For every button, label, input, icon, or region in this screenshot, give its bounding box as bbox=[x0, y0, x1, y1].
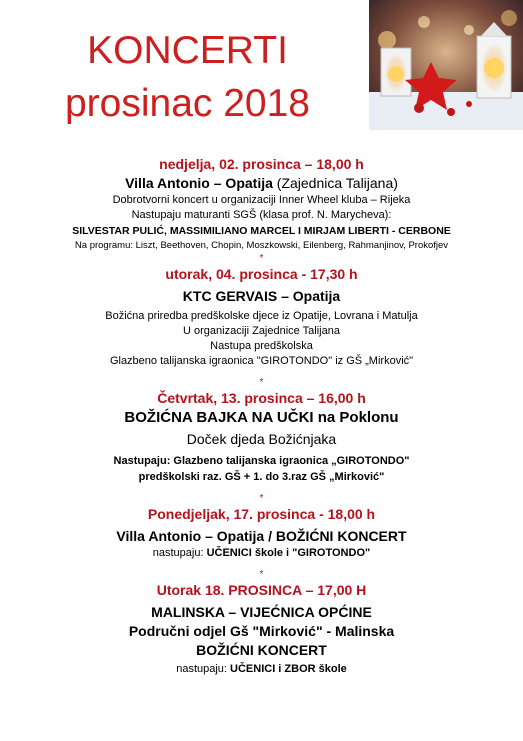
separator: * bbox=[259, 493, 264, 504]
event-description: Nastupaju maturanti SGŠ (klasa prof. N. Marycheva): bbox=[131, 209, 392, 221]
event-venue: KTC GERVAIS – Opatija bbox=[182, 288, 341, 304]
event-venue bbox=[0, 174, 523, 193]
page-title-line2: prosinac 2018 bbox=[64, 82, 310, 125]
event-date: Četvrtak, 13. prosinca – 16,00 h bbox=[157, 390, 366, 406]
separator: * bbox=[259, 253, 264, 264]
event-1 bbox=[0, 155, 523, 253]
page-title-line1: KONCERTI bbox=[87, 29, 288, 72]
event-venue-note: (Zajednica Talijana) bbox=[276, 175, 398, 191]
event-venue-branch: Područni odjel Gš "Mirković" - Malinska bbox=[128, 623, 395, 639]
separator: * bbox=[259, 569, 264, 580]
event-5 bbox=[0, 581, 523, 677]
event-description: Glazbeno talijanska igraonica "GIROTONDO" iz GŠ „Mirković" bbox=[109, 355, 414, 367]
performers-prefix: nastupaju: bbox=[176, 663, 231, 675]
event-date: nedjelja, 02. prosinca – 18,00 h bbox=[159, 156, 364, 172]
performers-names: UČENICI škole i "GIROTONDO" bbox=[206, 547, 371, 559]
performers-names: UČENICI i ZBOR škole bbox=[230, 663, 347, 675]
event-venue: BOŽIĆNA BAJKA NA UČKI na Poklonu bbox=[124, 409, 399, 426]
event-description: Božićna priredba predškolske djece iz Opatije, Lovrana i Matulja bbox=[105, 310, 418, 322]
event-venue-name: Villa Antonio – Opatija bbox=[125, 175, 273, 191]
event-performers: Nastupaju: Glazbeno talijanska igraonica „GIROTONDO" bbox=[113, 455, 410, 467]
event-performers bbox=[0, 662, 523, 677]
event-description: Nastupa predškolska bbox=[210, 340, 313, 352]
event-subtitle: Doček djeda Božićnjaka bbox=[186, 431, 337, 447]
event-date: utorak, 04. prosinca - 17,30 h bbox=[165, 266, 358, 282]
christmas-photo bbox=[369, 0, 523, 130]
event-date: Utorak 18. PROSINCA – 17,00 H bbox=[156, 582, 367, 598]
event-2 bbox=[0, 265, 523, 369]
event-description: Dobrotvorni koncert u organizaciji Inner Wheel kluba – Rijeka bbox=[112, 194, 411, 206]
event-performers: predškolski raz. GŠ + 1. do 3.raz GŠ „Mirković" bbox=[138, 471, 385, 483]
performers-prefix: nastupaju: bbox=[152, 547, 207, 559]
event-date: Ponedjeljak, 17. prosinca - 18,00 h bbox=[147, 506, 376, 522]
event-4 bbox=[0, 505, 523, 561]
event-venue: MALINSKA – VIJEĆNICA OPĆINE bbox=[151, 604, 372, 620]
event-performers bbox=[0, 546, 523, 561]
event-program: Na programu: Liszt, Beethoven, Chopin, Moszkowski, Eilenberg, Rahmanjinov, Prokofjev bbox=[74, 240, 449, 251]
event-title: BOŽIĆNI KONCERT bbox=[196, 642, 327, 658]
event-3 bbox=[0, 389, 523, 485]
event-venue: Villa Antonio – Opatija / BOŽIĆNI KONCERT bbox=[116, 528, 407, 544]
event-performers: SILVESTAR PULIĆ, MASSIMILIANO MARCEL I MIRJAM LIBERTI - CERBONE bbox=[72, 225, 451, 237]
separator: * bbox=[259, 377, 264, 388]
lantern-star-image bbox=[369, 0, 523, 130]
event-description: U organizaciji Zajednice Talijana bbox=[183, 325, 340, 337]
event-list bbox=[0, 155, 523, 677]
